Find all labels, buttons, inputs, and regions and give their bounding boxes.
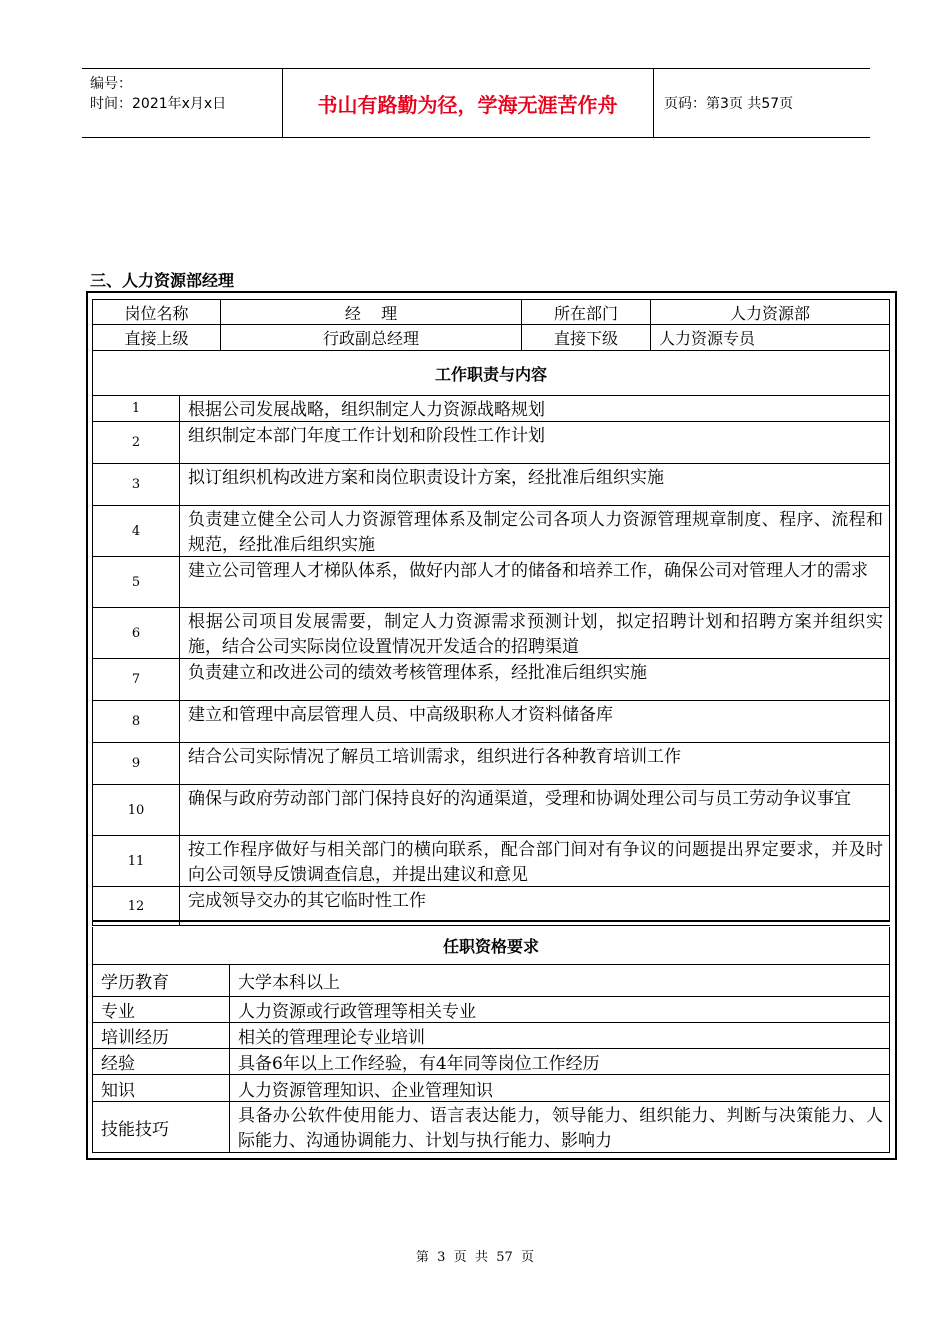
qualification-label: 知识 (92, 1074, 230, 1102)
duty-number: 9 (92, 742, 180, 785)
duty-number: 12 (92, 886, 180, 926)
qualification-value: 人力资源或行政管理等相关专业 (229, 996, 890, 1023)
duty-number: 5 (92, 556, 180, 608)
qualification-value: 具备办公软件使用能力、语言表达能力，领导能力、组织能力、判断与决策能力、人际能力、沟通协调能力、计划与执行能力、影响力 (229, 1101, 890, 1153)
page-footer: 第 3 页 共 57 页 (415, 1250, 535, 1265)
section-divider (92, 925, 890, 926)
header-motto: 书山有路勤为径，学海无涯苦作舟 (282, 69, 654, 137)
page-header (82, 68, 870, 138)
duty-text: 拟订组织机构改进方案和岗位职责设计方案，经批准后组织实施 (179, 463, 890, 506)
superior-value: 行政副总经理 (220, 324, 522, 351)
subordinate-label: 直接下级 (521, 324, 651, 351)
number-label: 编号： (90, 76, 132, 92)
qualification-label: 学历教育 (92, 964, 230, 997)
qualification-label: 专业 (92, 996, 230, 1023)
duty-number: 11 (92, 835, 180, 887)
duty-text: 建立公司管理人才梯队体系，做好内部人才的储备和培养工作，确保公司对管理人才的需求 (179, 556, 890, 608)
duty-number: 8 (92, 700, 180, 743)
qualification-value: 人力资源管理知识、企业管理知识 (229, 1074, 890, 1102)
duty-number: 1 (92, 395, 180, 422)
duty-text: 组织制定本部门年度工作计划和阶段性工作计划 (179, 421, 890, 464)
position-value: 经 理 (220, 299, 522, 325)
duty-text: 根据公司项目发展需要，制定人力资源需求预测计划，拟定招聘计划和招聘方案并组织实施，结合公司实际岗位设置情况开发适合的招聘渠道 (179, 607, 890, 659)
dept-value: 人力资源部 (650, 299, 890, 325)
qualification-value: 具备6年以上工作经验，有4年同等岗位工作经历 (229, 1048, 890, 1075)
section-divider (92, 920, 890, 922)
dept-label: 所在部门 (521, 299, 651, 325)
duties-heading: 工作职责与内容 (92, 350, 890, 396)
duty-number: 6 (92, 607, 180, 659)
duty-number: 3 (92, 463, 180, 506)
qualification-value: 大学本科以上 (229, 964, 890, 997)
duty-number: 2 (92, 421, 180, 464)
qualification-label: 技能技巧 (92, 1101, 230, 1153)
qualification-label: 培训经历 (92, 1022, 230, 1049)
position-label: 岗位名称 (92, 299, 221, 325)
duty-text: 负责建立健全公司人力资源管理体系及制定公司各项人力资源管理规章制度、程序、流程和规范，经批准后组织实施 (179, 505, 890, 557)
qualification-label: 经验 (92, 1048, 230, 1075)
duty-text: 根据公司发展战略，组织制定人力资源战略规划 (179, 395, 890, 422)
qualification-value: 相关的管理理论专业培训 (229, 1022, 890, 1049)
qualifications-heading: 任职资格要求 (92, 927, 890, 965)
superior-label: 直接上级 (92, 324, 221, 351)
duty-text: 结合公司实际情况了解员工培训需求，组织进行各种教育培训工作 (179, 742, 890, 785)
duty-text: 负责建立和改进公司的绩效考核管理体系，经批准后组织实施 (179, 658, 890, 701)
header-page-info: 页码：第3页 共57页 (664, 96, 794, 112)
section-title: 三、人力资源部经理 (90, 271, 235, 290)
duty-number: 4 (92, 505, 180, 557)
duty-number: 10 (92, 784, 180, 836)
duty-text: 按工作程序做好与相关部门的横向联系，配合部门间对有争议的问题提出界定要求，并及时向公司领导反馈调查信息，并提出建议和意见 (179, 835, 890, 887)
duty-text: 建立和管理中高层管理人员、中高级职称人才资料储备库 (179, 700, 890, 743)
time-label: 时间：2021年x月x日 (90, 96, 227, 112)
subordinate-value: 人力资源专员 (650, 324, 890, 351)
duty-number: 7 (92, 658, 180, 701)
duty-text: 完成领导交办的其它临时性工作 (179, 886, 890, 922)
header-meta (82, 69, 283, 137)
duty-text: 确保与政府劳动部门部门保持良好的沟通渠道，受理和协调处理公司与员工劳动争议事宜 (179, 784, 890, 836)
